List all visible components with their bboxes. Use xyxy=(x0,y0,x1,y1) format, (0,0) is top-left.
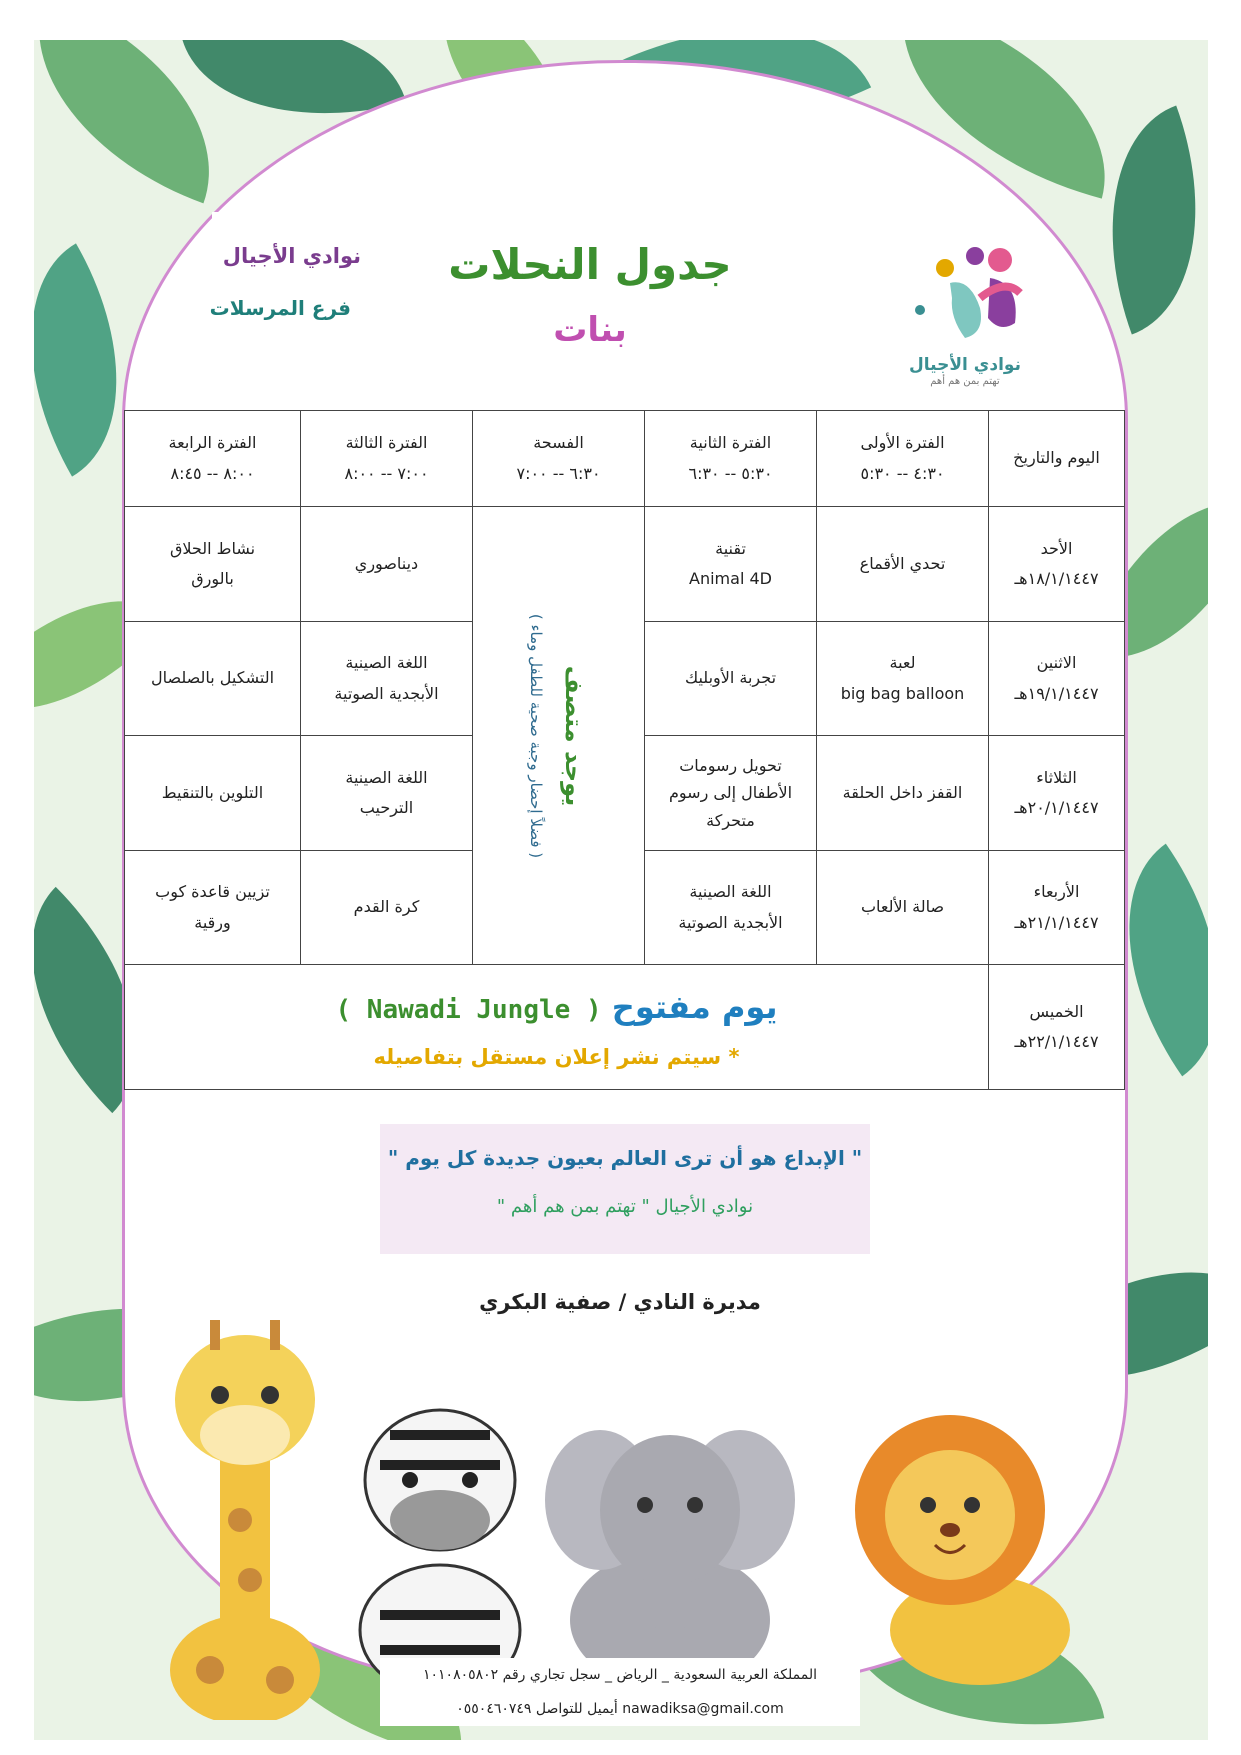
quote-line-1: " الإبداع هو أن ترى العالم بعيون جديدة كل يوم " xyxy=(387,1146,863,1170)
header-period-3: الفترة الثالثة ٧:٠٠ -- ٨:٠٠ xyxy=(301,411,473,507)
open-day-english: ( Nawadi Jungle ) xyxy=(335,994,602,1025)
activity-cell: كرة القدم xyxy=(301,850,473,965)
header-period-4: الفترة الرابعة ٨:٠٠ -- ٨:٤٥ xyxy=(125,411,301,507)
club-name: نوادي الأجيال xyxy=(222,244,361,268)
activity-cell: صالة الألعاب xyxy=(817,850,989,965)
activity-cell: تحويل رسومات الأطفال إلى رسوم متحركة xyxy=(645,736,817,851)
day-cell: الثلاثاء ٢٠/١/١٤٤٧هـ xyxy=(989,736,1125,851)
activity-cell: ديناصوري xyxy=(301,507,473,622)
header-break: الفسحة ٦:٣٠ -- ٧:٠٠ xyxy=(473,411,645,507)
activity-cell: نشاط الحلاق بالورق xyxy=(125,507,301,622)
activity-cell: لعبة big bag balloon xyxy=(817,621,989,736)
lion-icon xyxy=(840,1390,1080,1690)
activity-cell: تحدي الأقماع xyxy=(817,507,989,622)
open-day-title: يوم مفتوح xyxy=(611,987,778,1026)
table-header-row xyxy=(125,411,1125,507)
manager-signature: مديرة النادي / صفية البكري xyxy=(479,1290,761,1314)
break-cell xyxy=(473,507,645,965)
page-subtitle: بنات xyxy=(553,310,627,350)
quote-box xyxy=(380,1124,870,1254)
activity-cell: التلوين بالتنقيط xyxy=(125,736,301,851)
schedule-table xyxy=(124,410,1125,1090)
quote-line-2: نوادي الأجيال " تهتم بمن هم أهم " xyxy=(496,1196,754,1217)
zebra-icon xyxy=(340,1380,540,1700)
activity-cell: اللغة الصينية الأبجدية الصوتية xyxy=(645,850,817,965)
activity-cell: اللغة الصينية الأبجدية الصوتية xyxy=(301,621,473,736)
giraffe-icon xyxy=(150,1300,340,1720)
footer-address: المملكة العربية السعودية _ الرياض _ سجل تجاري رقم ١٠١٠٨٠٥٨٠٢ xyxy=(422,1667,818,1683)
header-period-2: الفترة الثانية ٥:٣٠ -- ٦:٣٠ xyxy=(645,411,817,507)
day-cell: الأحد ١٨/١/١٤٤٧هـ xyxy=(989,507,1125,622)
day-cell: الأربعاء ٢١/١/١٤٤٧هـ xyxy=(989,850,1125,965)
elephant-icon xyxy=(540,1410,800,1700)
header-period-1: الفترة الأولى ٤:٣٠ -- ٥:٣٠ xyxy=(817,411,989,507)
activity-cell: تزيين قاعدة كوب ورقية xyxy=(125,850,301,965)
activity-cell: القفز داخل الحلقة xyxy=(817,736,989,851)
open-day-cell xyxy=(125,965,989,1090)
footer xyxy=(380,1658,860,1726)
club-branch: فرع المرسلات xyxy=(209,296,351,320)
activity-cell: تجربة الأوبليك xyxy=(645,621,817,736)
page-title: جدول النحلات xyxy=(448,240,732,289)
open-day-note: * سيتم نشر إعلان مستقل بتفاصيله xyxy=(373,1044,740,1069)
break-main-text: يوجد متصف xyxy=(559,665,588,807)
activity-cell: تقنية Animal 4D xyxy=(645,507,817,622)
day-cell: الاثنين ١٩/١/١٤٤٧هـ xyxy=(989,621,1125,736)
logo-text: نوادي الأجيال xyxy=(909,355,1021,375)
footer-contact: nawadiksa@gmail.com أيميل للتواصل ٠٥٥٠٤٦٠٧٤٩ xyxy=(456,1701,784,1717)
break-note-text: ( فضلاً إحضار وجبة صحية للطفل وماء ) xyxy=(526,613,545,858)
activity-cell: اللغة الصينية الترحيب xyxy=(301,736,473,851)
header-day-date: اليوم والتاريخ xyxy=(989,411,1125,507)
logo-tagline: تهتم بمن هم أهم xyxy=(930,376,1000,387)
table-row xyxy=(125,507,1125,622)
day-cell: الخميس ٢٢/١/١٤٤٧هـ xyxy=(989,965,1125,1090)
activity-cell: التشكيل بالصلصال xyxy=(125,621,301,736)
table-row-thursday xyxy=(125,965,1125,1090)
